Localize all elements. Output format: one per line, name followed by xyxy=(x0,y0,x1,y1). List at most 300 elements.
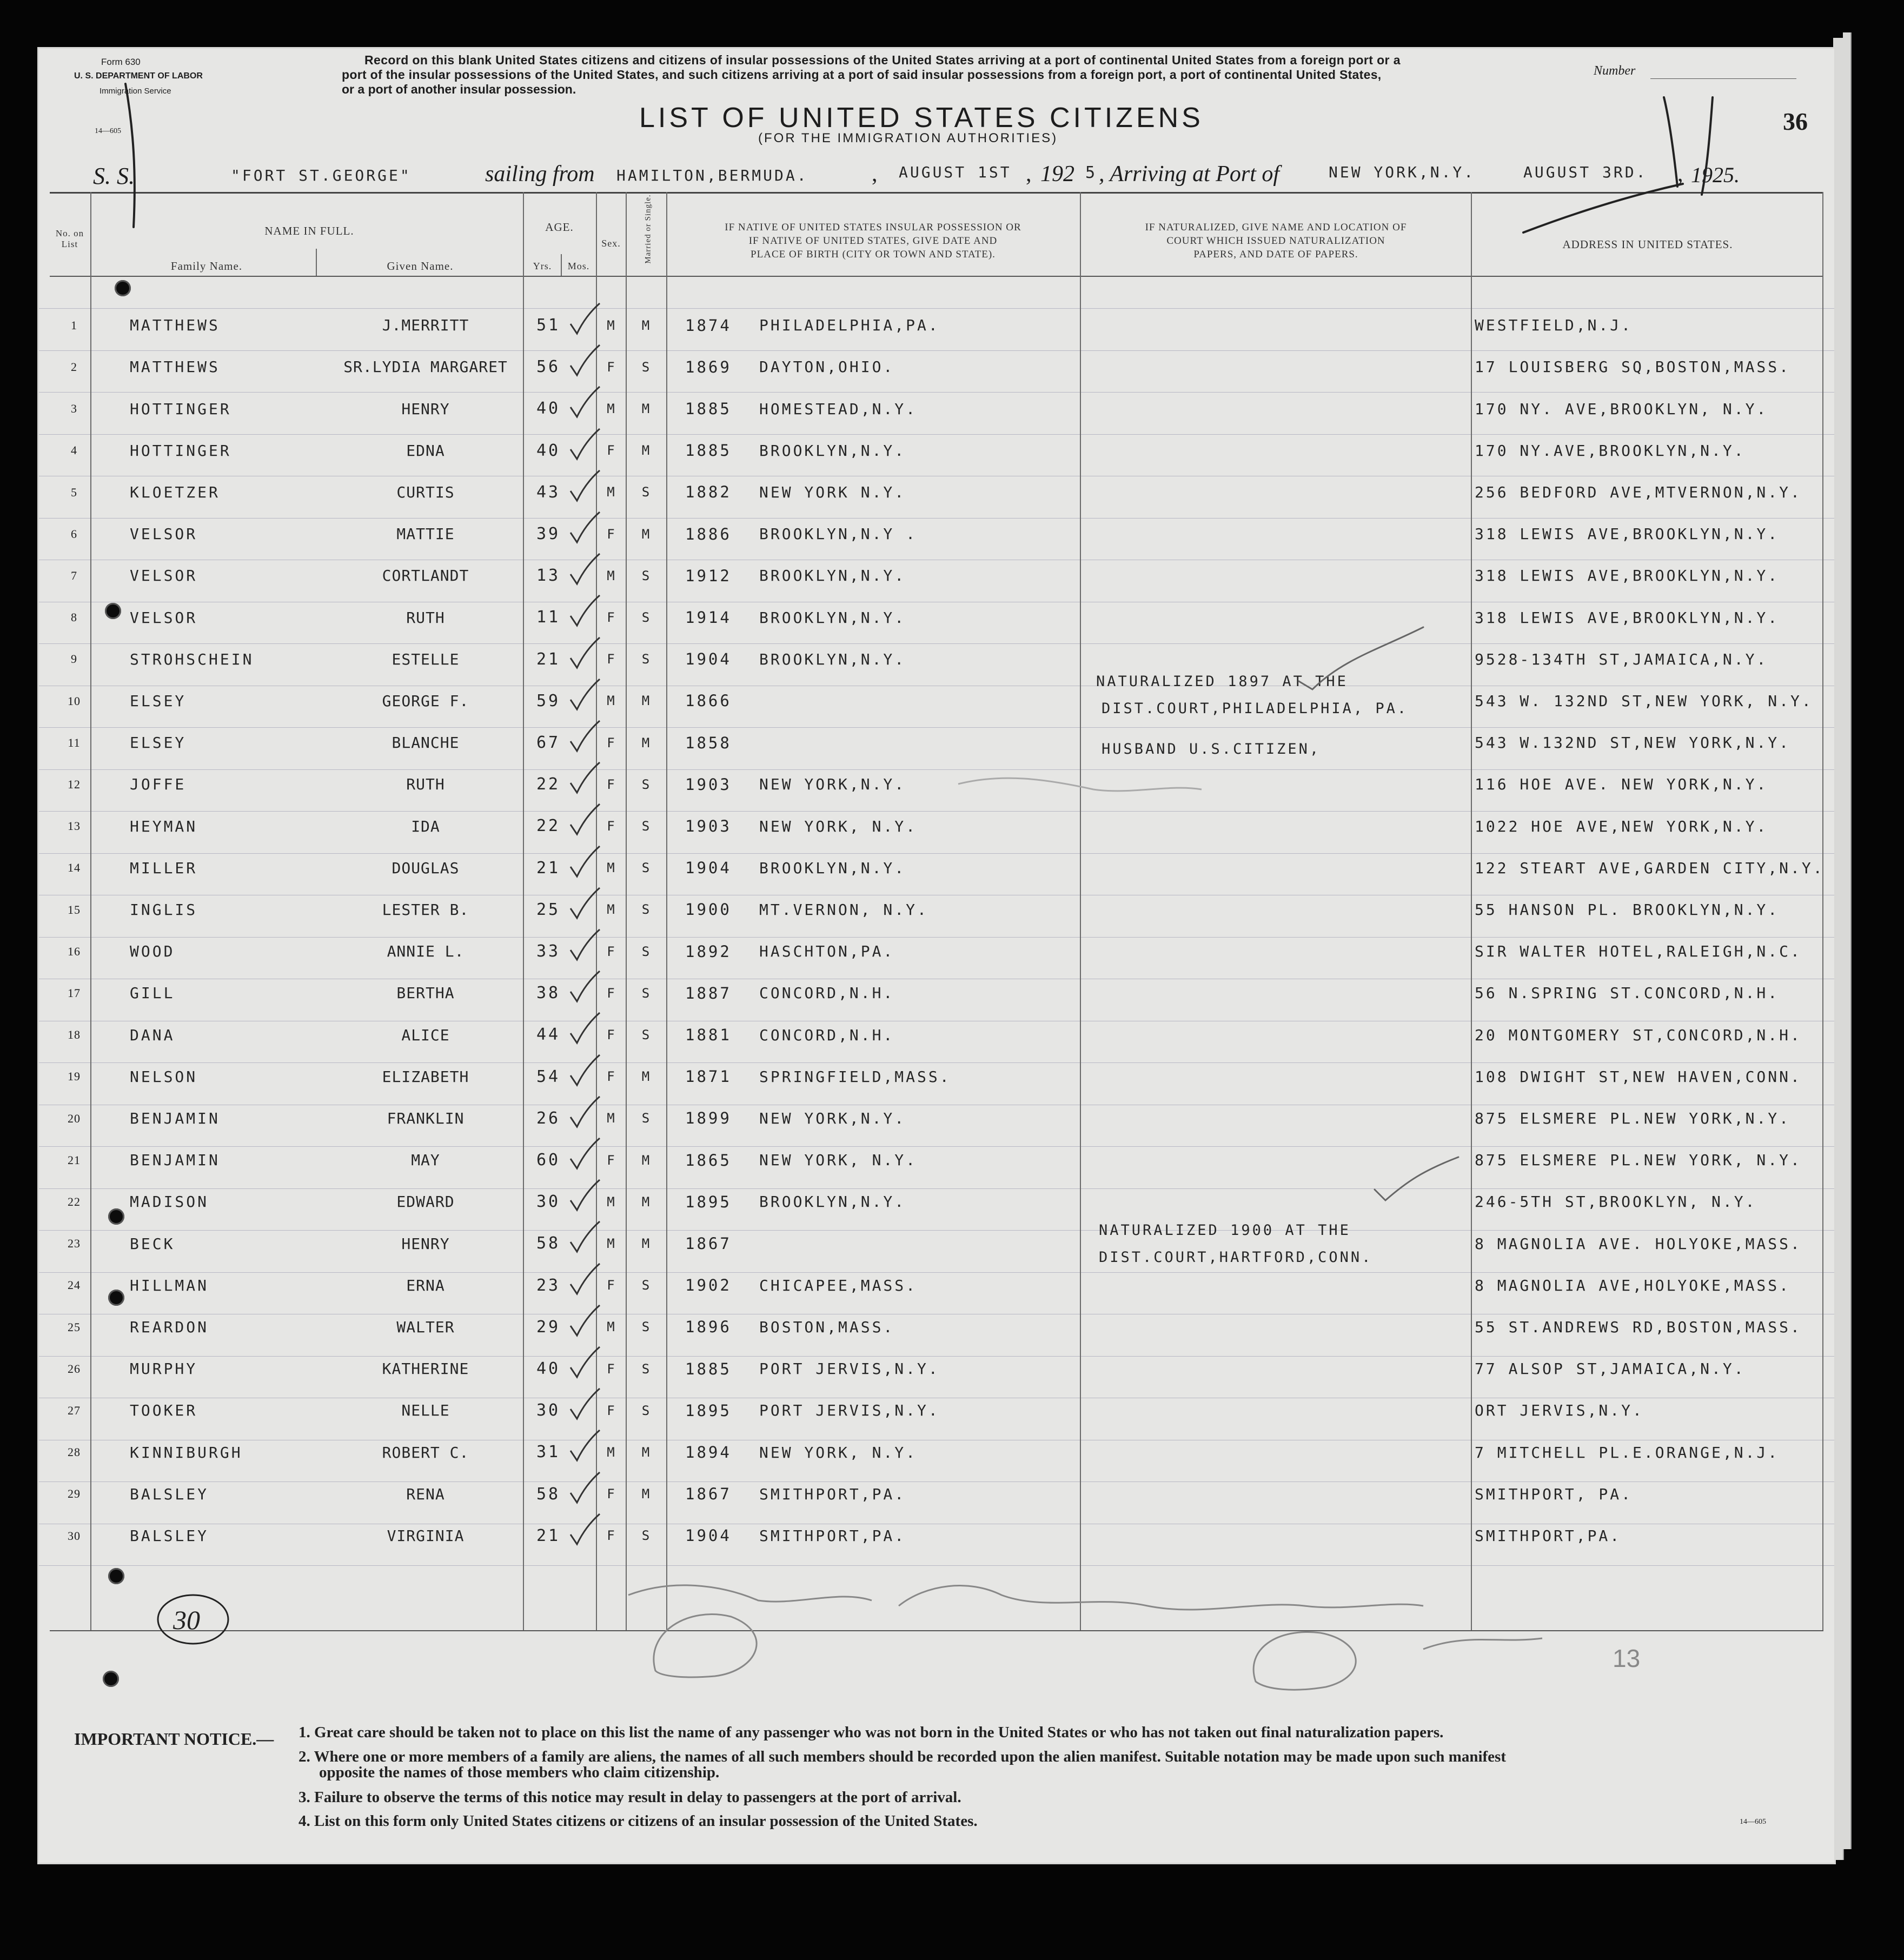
given-name: EDNA xyxy=(406,441,445,460)
address: 116 HOE AVE. NEW YORK,N.Y. xyxy=(1475,775,1768,794)
family-name: ELSEY xyxy=(130,734,187,752)
address: 122 STEART AVE,GARDEN CITY,N.Y. xyxy=(1475,859,1825,877)
given-name: DOUGLAS xyxy=(392,859,460,877)
birth-place: CONCORD,N.H. xyxy=(759,1026,895,1044)
address: 170 NY.AVE,BROOKLYN,N.Y. xyxy=(1475,441,1746,460)
birth-place: HOMESTEAD,N.Y. xyxy=(759,400,918,418)
age-years: 29 xyxy=(536,1317,561,1337)
marital-status: S xyxy=(641,610,651,625)
birth-place: NEW YORK, N.Y. xyxy=(759,1151,918,1170)
birth-place: PORT JERVIS,N.Y. xyxy=(759,1360,940,1378)
family-name: HOTTINGER xyxy=(130,441,231,460)
header-no: No. on List xyxy=(55,228,84,249)
address: SIR WALTER HOTEL,RALEIGH,N.C. xyxy=(1475,942,1802,961)
age-years: 39 xyxy=(536,524,561,543)
family-name: MATTHEWS xyxy=(130,358,220,376)
birth-year: 1881 xyxy=(685,1026,732,1044)
birth-year: 1902 xyxy=(685,1276,732,1295)
age-years: 21 xyxy=(536,858,561,878)
age-years: 58 xyxy=(536,1234,561,1253)
given-name: EDWARD xyxy=(396,1193,455,1211)
marital-status: S xyxy=(641,1111,651,1126)
given-name: ESTELLE xyxy=(392,650,460,668)
row-number: 11 xyxy=(68,735,81,749)
header-age: AGE. xyxy=(545,221,574,234)
header-name-in-full: NAME IN FULL. xyxy=(264,224,354,237)
comma-2: , xyxy=(1026,162,1032,187)
birth-place: NEW YORK,N.Y. xyxy=(759,1109,906,1127)
age-years: 60 xyxy=(536,1151,561,1170)
manifest-page xyxy=(39,49,1834,1863)
age-years: 22 xyxy=(536,816,561,836)
birth-place: MT.VERNON, N.Y. xyxy=(759,901,928,919)
sex: F xyxy=(607,526,615,542)
given-name: ERNA xyxy=(406,1276,445,1294)
given-name: FRANKLIN xyxy=(387,1109,465,1127)
sex: M xyxy=(607,1236,615,1251)
year-digit: 5 xyxy=(1085,163,1098,182)
family-name: DANA xyxy=(130,1026,175,1044)
birth-place: NEW YORK, N.Y. xyxy=(759,817,918,835)
family-name: HILLMAN xyxy=(130,1276,209,1294)
form-number: Form 630 xyxy=(101,57,141,67)
sex: F xyxy=(607,1278,615,1293)
birth-place: NEW YORK,N.Y. xyxy=(759,775,906,794)
footer-code: 14—605 xyxy=(1740,1818,1766,1826)
arrival-year: 1925. xyxy=(1691,163,1740,187)
birth-place: CHICAPEE,MASS. xyxy=(759,1276,918,1294)
family-name: REARDON xyxy=(130,1318,209,1336)
age-years: 21 xyxy=(536,1526,561,1545)
notice-heading: IMPORTANT NOTICE.— xyxy=(74,1729,274,1749)
binder-hole xyxy=(108,1568,124,1584)
age-years: 26 xyxy=(536,1108,561,1128)
marital-status: M xyxy=(641,693,651,709)
sex: F xyxy=(607,1403,615,1418)
birth-place: NEW YORK, N.Y. xyxy=(759,1443,918,1461)
department: U. S. DEPARTMENT OF LABOR xyxy=(74,71,203,81)
family-name: MILLER xyxy=(130,859,198,877)
page-stack-edge xyxy=(1843,32,1852,1849)
birth-year: 1874 xyxy=(685,316,732,335)
page-number: 36 xyxy=(1783,108,1808,135)
sex: F xyxy=(607,776,615,792)
header-nat-line-3: PAPERS, AND DATE OF PAPERS. xyxy=(1193,249,1358,260)
sex: F xyxy=(607,610,615,625)
row-number: 19 xyxy=(68,1069,81,1084)
header-nat-line-2: COURT WHICH ISSUED NATURALIZATION xyxy=(1166,235,1385,247)
sex: F xyxy=(607,735,615,750)
ship-name: "FORT ST.GEORGE" xyxy=(231,167,412,184)
header-family-name: Family Name. xyxy=(170,260,243,273)
sailing-from: HAMILTON,BERMUDA. xyxy=(616,167,808,184)
birth-year: 1895 xyxy=(685,1401,732,1420)
marital-status: M xyxy=(641,1152,651,1168)
marital-status: S xyxy=(641,652,651,667)
arrival-date: AUGUST 3RD. xyxy=(1523,163,1648,181)
age-years: 30 xyxy=(536,1401,561,1420)
given-name: ROBERT C. xyxy=(382,1443,469,1461)
birth-year: 1866 xyxy=(685,692,732,710)
number-label: Number xyxy=(1594,64,1636,78)
birth-place: NEW YORK N.Y. xyxy=(759,483,906,501)
address: 875 ELSMERE PL.NEW YORK,N.Y. xyxy=(1475,1109,1791,1127)
marital-status: M xyxy=(641,526,651,542)
row-number: 30 xyxy=(68,1529,81,1543)
sex: F xyxy=(607,944,615,959)
given-name: MAY xyxy=(411,1151,440,1170)
birth-place: BROOKLYN,N.Y. xyxy=(759,1193,906,1211)
birth-year: 1912 xyxy=(685,566,732,585)
row-number: 23 xyxy=(68,1237,81,1251)
row-number: 12 xyxy=(68,778,81,791)
handwritten-total: 30 xyxy=(173,1605,200,1635)
given-name: HENRY xyxy=(401,1234,450,1253)
address: 77 ALSOP ST,JAMAICA,N.Y. xyxy=(1475,1360,1746,1378)
birth-place: BROOKLYN,N.Y. xyxy=(759,859,906,877)
address: SMITHPORT,PA. xyxy=(1475,1527,1622,1545)
address: 318 LEWIS AVE,BROOKLYN,N.Y. xyxy=(1475,525,1780,543)
given-name: CURTIS xyxy=(396,483,455,501)
row-number: 20 xyxy=(68,1111,81,1125)
header-mos: Mos. xyxy=(567,261,590,271)
birth-year: 1896 xyxy=(685,1318,732,1337)
pen-stroke-address xyxy=(1523,184,1683,232)
binder-hole xyxy=(103,1671,119,1687)
given-name: GEORGE F. xyxy=(382,692,469,710)
sex: F xyxy=(607,359,615,375)
header-sex: Sex. xyxy=(601,238,621,249)
sex: F xyxy=(607,443,615,459)
given-name: KATHERINE xyxy=(382,1360,469,1378)
given-name: SR.LYDIA MARGARET xyxy=(343,358,508,376)
address: 543 W. 132ND ST,NEW YORK, N.Y. xyxy=(1475,692,1813,710)
sex: M xyxy=(607,484,615,500)
sex: F xyxy=(607,985,615,1001)
row-number: 5 xyxy=(71,485,77,499)
instruction-line-3: or a port of another insular possession. xyxy=(342,82,576,96)
birth-year: 1900 xyxy=(685,900,732,919)
sex: M xyxy=(607,860,615,876)
header-birth-line-1: IF NATIVE OF UNITED STATES INSULAR POSSESSION OR xyxy=(725,222,1021,233)
address: 55 ST.ANDREWS RD,BOSTON,MASS. xyxy=(1475,1318,1802,1336)
marital-status: M xyxy=(641,1069,651,1085)
address: 318 LEWIS AVE,BROOKLYN,N.Y. xyxy=(1475,608,1780,627)
birth-place: BROOKLYN,N.Y . xyxy=(759,525,918,543)
birth-place: DAYTON,OHIO. xyxy=(759,358,895,376)
marital-status: M xyxy=(641,443,651,459)
address: 875 ELSMERE PL.NEW YORK, N.Y. xyxy=(1475,1151,1802,1170)
sailing-date: AUGUST 1ST xyxy=(899,163,1012,181)
notice-item-1: 1. Great care should be taken not to place on this list the name of any passenger who was not born in the United States or who has not taken out final naturalization papers. xyxy=(298,1724,1444,1741)
row-number: 16 xyxy=(68,944,81,958)
binder-hole xyxy=(105,603,121,619)
birth-year: 1858 xyxy=(685,733,732,752)
birth-year: 1885 xyxy=(685,441,732,460)
address: 108 DWIGHT ST,NEW HAVEN,CONN. xyxy=(1475,1067,1802,1086)
sex: F xyxy=(607,652,615,667)
age-years: 43 xyxy=(536,482,561,502)
row-number: 2 xyxy=(71,360,77,374)
given-name: RUTH xyxy=(406,775,445,794)
birth-year: 1904 xyxy=(685,859,732,878)
stamp-number: 13 xyxy=(1613,1644,1641,1672)
handwritten-marks xyxy=(39,49,1834,1863)
birth-year: 1914 xyxy=(685,608,732,627)
notice-item-4: 4. List on this form only United States citizens or citizens of an insular possession of the United States. xyxy=(298,1812,978,1830)
address: 170 NY. AVE,BROOKLYN, N.Y. xyxy=(1475,400,1768,418)
sex: F xyxy=(607,1486,615,1502)
binder-hole xyxy=(108,1290,124,1306)
given-name: BLANCHE xyxy=(392,734,460,752)
birth-year: 1869 xyxy=(685,357,732,376)
check-mark-naturalized-1 xyxy=(1299,627,1423,689)
family-name: INGLIS xyxy=(130,901,198,919)
address: 55 HANSON PL. BROOKLYN,N.Y. xyxy=(1475,901,1780,919)
age-years: 44 xyxy=(536,1025,561,1045)
given-name: ANNIE L. xyxy=(387,942,465,961)
marital-status: M xyxy=(641,735,651,750)
age-years: 33 xyxy=(536,942,561,961)
comma-3: , xyxy=(1677,162,1683,187)
row-number: 17 xyxy=(68,986,81,1000)
family-name: MADISON xyxy=(130,1193,209,1211)
birth-year: 1904 xyxy=(685,1526,732,1545)
sex: F xyxy=(607,819,615,834)
birth-year: 1903 xyxy=(685,817,732,835)
birth-place: HASCHTON,PA. xyxy=(759,942,895,961)
age-years: 13 xyxy=(536,566,561,586)
row-number: 8 xyxy=(71,610,77,624)
pen-stroke-right-2 xyxy=(1664,97,1677,187)
birth-year: 1892 xyxy=(685,942,732,961)
marital-status: S xyxy=(641,1027,651,1042)
age-years: 40 xyxy=(536,441,561,460)
given-name: ELIZABETH xyxy=(382,1067,469,1086)
birth-year: 1899 xyxy=(685,1109,732,1128)
marital-status: M xyxy=(641,317,651,333)
marital-status: S xyxy=(641,568,651,583)
birth-year: 1882 xyxy=(685,483,732,502)
row-number: 22 xyxy=(68,1195,81,1208)
age-years: 38 xyxy=(536,984,561,1003)
family-name: MATTHEWS xyxy=(130,316,220,335)
header-address: ADDRESS IN UNITED STATES. xyxy=(1562,238,1733,251)
age-years: 51 xyxy=(536,316,561,335)
marital-status: S xyxy=(641,1361,651,1377)
address: ORT JERVIS,N.Y. xyxy=(1475,1401,1644,1420)
sex: M xyxy=(607,693,615,709)
notice-item-2b: opposite the names of those members who claim citizenship. xyxy=(319,1764,720,1781)
given-name: LESTER B. xyxy=(382,901,469,919)
birth-year: 1903 xyxy=(685,775,732,794)
row-number: 14 xyxy=(68,861,81,875)
age-years: 23 xyxy=(536,1275,561,1295)
address: 7 MITCHELL PL.E.ORANGE,N.J. xyxy=(1475,1443,1780,1461)
marital-status: S xyxy=(641,1528,651,1544)
given-name: IDA xyxy=(411,817,440,835)
header-nat-line-1: IF NATURALIZED, GIVE NAME AND LOCATION OF xyxy=(1145,222,1407,233)
sex: F xyxy=(607,1528,615,1544)
address: 9528-134TH ST,JAMAICA,N.Y. xyxy=(1475,650,1768,668)
age-years: 22 xyxy=(536,775,561,794)
arriving-label: , Arriving at Port of xyxy=(1099,162,1280,187)
age-years: 25 xyxy=(536,900,561,919)
marital-status: S xyxy=(641,944,651,959)
birth-place: PHILADELPHIA,PA. xyxy=(759,316,940,335)
family-name: WOOD xyxy=(130,942,175,961)
birth-place: BROOKLYN,N.Y. xyxy=(759,567,906,585)
family-name: TOOKER xyxy=(130,1401,198,1420)
sex: M xyxy=(607,401,615,416)
given-name: WALTER xyxy=(396,1318,455,1336)
age-years: 54 xyxy=(536,1067,561,1086)
sex: M xyxy=(607,902,615,918)
address: WESTFIELD,N.J. xyxy=(1475,316,1633,335)
marital-status: S xyxy=(641,985,651,1001)
birth-year: 1904 xyxy=(685,650,732,669)
marital-status: M xyxy=(641,1236,651,1251)
address: 8 MAGNOLIA AVE. HOLYOKE,MASS. xyxy=(1475,1234,1802,1253)
birth-place: SMITHPORT,PA. xyxy=(759,1485,906,1503)
row-number: 3 xyxy=(71,402,77,416)
family-name: NELSON xyxy=(130,1067,198,1086)
arrival-port: NEW YORK,N.Y. xyxy=(1329,163,1476,181)
birth-year: 1886 xyxy=(685,524,732,543)
age-years: 31 xyxy=(536,1443,561,1462)
family-name: HEYMAN xyxy=(130,817,198,835)
birth-place: CONCORD,N.H. xyxy=(759,984,895,1002)
row-number: 6 xyxy=(71,527,77,541)
marital-status: S xyxy=(641,359,651,375)
given-name: RUTH xyxy=(406,608,445,627)
ss-label: S. S. xyxy=(93,163,135,189)
pen-stroke-left xyxy=(125,84,135,227)
binder-hole xyxy=(115,280,131,296)
birth-place: BOSTON,MASS. xyxy=(759,1318,895,1336)
marital-status: S xyxy=(641,1319,651,1335)
family-name: STROHSCHEIN xyxy=(130,650,254,668)
sex: F xyxy=(607,1027,615,1042)
comma-1: , xyxy=(872,162,878,187)
family-name: BALSLEY xyxy=(130,1527,209,1545)
address: 56 N.SPRING ST.CONCORD,N.H. xyxy=(1475,984,1780,1002)
row-number: 13 xyxy=(68,819,81,833)
row-number: 7 xyxy=(71,569,77,582)
marital-status: S xyxy=(641,1403,651,1418)
family-name: GILL xyxy=(130,984,175,1002)
marital-status: S xyxy=(641,776,651,792)
age-years: 11 xyxy=(536,608,561,627)
birth-year: 1887 xyxy=(685,984,732,1002)
year-prefix: 192 xyxy=(1040,162,1074,187)
given-name: J.MERRITT xyxy=(382,316,469,335)
form-code: 14—605 xyxy=(95,127,121,135)
family-name: VELSOR xyxy=(130,525,198,543)
sex: M xyxy=(607,1111,615,1126)
header-given-name: Given Name. xyxy=(387,260,454,273)
given-name: MATTIE xyxy=(396,525,455,543)
birth-place: BROOKLYN,N.Y. xyxy=(759,441,906,460)
address: 8 MAGNOLIA AVE,HOLYOKE,MASS. xyxy=(1475,1276,1791,1294)
age-years: 58 xyxy=(536,1484,561,1504)
family-name: BENJAMIN xyxy=(130,1109,220,1127)
birth-year: 1894 xyxy=(685,1443,732,1461)
instruction-line-1: Record on this blank United States citizens and citizens of insular possessions of the United States arriving at a port of continental United States from a foreign port or a xyxy=(364,53,1401,67)
row-number: 29 xyxy=(68,1487,81,1501)
naturalization-note-elsey-2: DIST.COURT,PHILADELPHIA, PA. xyxy=(1102,700,1409,717)
row-number: 26 xyxy=(68,1361,81,1376)
sex: F xyxy=(607,1069,615,1085)
age-years: 21 xyxy=(536,649,561,669)
family-name: HOTTINGER xyxy=(130,400,231,418)
sailing-label: sailing from xyxy=(485,162,595,187)
family-name: BECK xyxy=(130,1234,175,1253)
family-name: MURPHY xyxy=(130,1360,198,1378)
sex: M xyxy=(607,317,615,333)
address: SMITHPORT, PA. xyxy=(1475,1485,1633,1503)
birth-place: BROOKLYN,N.Y. xyxy=(759,650,906,668)
marital-status: S xyxy=(641,860,651,876)
row-number: 24 xyxy=(68,1278,81,1292)
form-subtitle: (FOR THE IMMIGRATION AUTHORITIES) xyxy=(758,131,1058,145)
row-number: 10 xyxy=(68,694,81,708)
birth-place: PORT JERVIS,N.Y. xyxy=(759,1401,940,1420)
marital-status: S xyxy=(641,484,651,500)
family-name: VELSOR xyxy=(130,608,198,627)
row-number: 21 xyxy=(68,1153,81,1167)
address: 1022 HOE AVE,NEW YORK,N.Y. xyxy=(1475,817,1768,835)
age-years: 59 xyxy=(536,691,561,710)
sex: M xyxy=(607,1445,615,1460)
naturalization-note-beck-1: NATURALIZED 1900 AT THE xyxy=(1099,1222,1351,1239)
sex: F xyxy=(607,1361,615,1377)
service: Immigration Service xyxy=(99,87,171,96)
family-name: KINNIBURGH xyxy=(130,1443,243,1461)
family-name: ELSEY xyxy=(130,692,187,710)
instruction-line-2: port of the insular possessions of the United States, and such citizens arriving at a port of said insular possessions from a foreign port, a port of continental United States, xyxy=(342,68,1382,82)
given-name: RENA xyxy=(406,1485,445,1503)
birth-year: 1885 xyxy=(685,400,732,418)
naturalization-note-elsey-1: NATURALIZED 1897 AT THE xyxy=(1096,673,1348,690)
form-title: LIST OF UNITED STATES CITIZENS xyxy=(639,102,1204,134)
sex: F xyxy=(607,1152,615,1168)
row-number: 4 xyxy=(71,443,77,457)
family-name: BENJAMIN xyxy=(130,1151,220,1170)
family-name: VELSOR xyxy=(130,567,198,585)
birth-year: 1865 xyxy=(685,1151,732,1170)
header-yrs: Yrs. xyxy=(533,261,552,271)
given-name: VIRGINIA xyxy=(387,1527,465,1545)
notice-item-3: 3. Failure to observe the terms of this notice may result in delay to passengers at the port of arrival. xyxy=(298,1789,961,1806)
marital-status: M xyxy=(641,1194,651,1210)
naturalization-note-beck-2: DIST.COURT,HARTFORD,CONN. xyxy=(1099,1249,1373,1266)
row-number: 27 xyxy=(68,1404,81,1417)
birth-place: BROOKLYN,N.Y. xyxy=(759,608,906,627)
marital-status: S xyxy=(641,902,651,918)
address: 256 BEDFORD AVE,MTVERNON,N.Y. xyxy=(1475,483,1802,501)
birth-year: 1885 xyxy=(685,1359,732,1378)
notice-item-2a: 2. Where one or more members of a family are aliens, the names of all such members should be recorded upon the alien manifest. Suitable notation may be made upon such manifest xyxy=(298,1748,1506,1765)
birth-place: SPRINGFIELD,MASS. xyxy=(759,1067,951,1086)
row-number: 28 xyxy=(68,1445,81,1459)
faint-signature xyxy=(628,778,1542,1690)
marital-status: S xyxy=(641,819,651,834)
address: 246-5TH ST,BROOKLYN, N.Y. xyxy=(1475,1193,1757,1211)
birth-year: 1867 xyxy=(685,1234,732,1253)
address: 20 MONTGOMERY ST,CONCORD,N.H. xyxy=(1475,1026,1802,1044)
address: 17 LOUISBERG SQ,BOSTON,MASS. xyxy=(1475,358,1791,376)
